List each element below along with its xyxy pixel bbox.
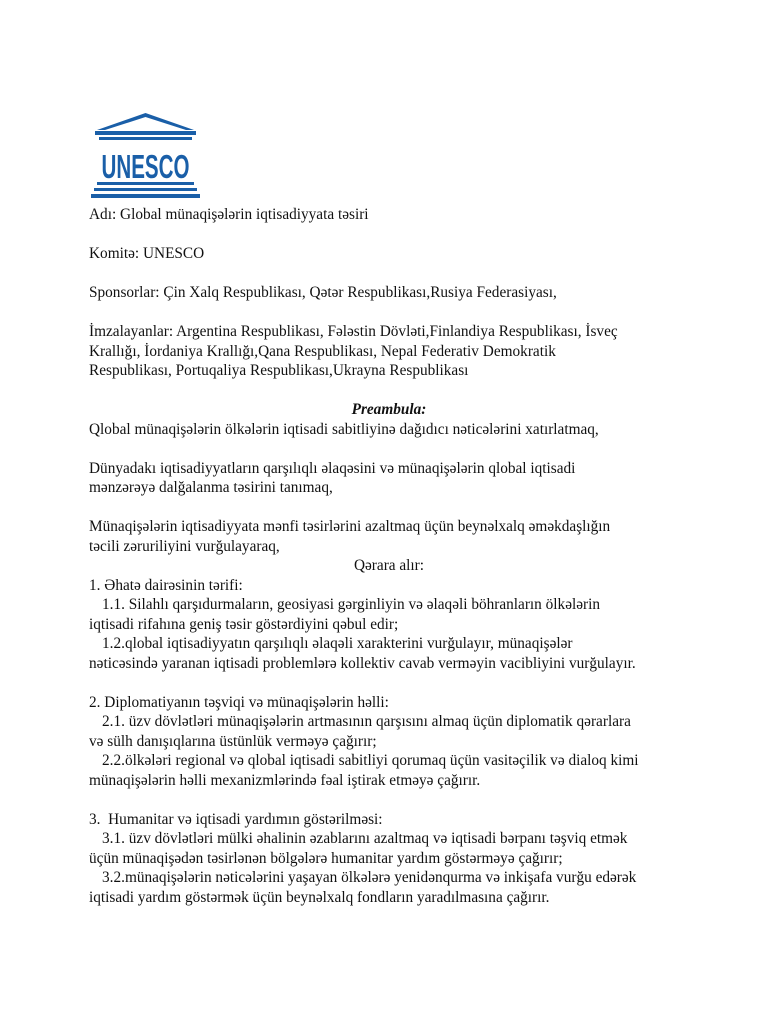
preamble-title: Preambula: — [351, 401, 427, 418]
signatories-line: Respublikası, Portuqaliya Respublikası,Ukrayna Respublikası — [89, 362, 469, 379]
committee-field: Komitə: UNESCO — [89, 245, 205, 262]
operative-clause-line: nəticəsində yaranan iqtisadi problemlərə kollektiv cavab verməyin vacibliyini vurğulayır. — [89, 654, 636, 672]
operative-clause: 1.1. Silahlı qarşıdurmaların, geosiyasi gərginliyin və əlaqəli böhranların ölkələrin — [102, 596, 601, 613]
operative-clause-line: üçün münaqişədən təsirlənən bölgələrə humanitar yardım göstərməyə çağırır; — [89, 849, 563, 867]
preamble-clause: Münaqişələrin iqtisadiyyata mənfi təsirlərini azaltmaq üçün beynəlxalq əməkdaşlığın — [89, 518, 611, 535]
preamble-clause: Dünyadakı iqtisadiyyatların qarşılıqlı əlaqəsini və münaqişələrin qlobal iqtisadi — [89, 459, 576, 477]
resolution-document — [89, 205, 689, 907]
preamble-clause-line: təcili zəruriliyini vurğulayaraq, — [89, 537, 280, 555]
preamble-clause-line: mənzərəyə dalğalanma təsirini tanımaq, — [89, 479, 333, 496]
operative-clause: 2.2.ölkələri regional və qlobal iqtisadi sabitliyi qorumaq üçün vasitəçilik və dialoq kimi — [102, 752, 639, 769]
section-heading: 2. Diplomatiyanın təşviqi və münaqişələrin həlli: — [89, 693, 389, 711]
sponsors-field: Sponsorlar: Çin Xalq Respublikası, Qətər Respublikası,Rusiya Federasiyası, — [89, 284, 557, 301]
preamble-clause: Qlobal münaqişələrin ölkələrin iqtisadi sabitliyinə dağıdıcı nəticələrini xatırlatmaq, — [89, 420, 599, 438]
name-field: Adı: Global münaqişələrin iqtisadiyyata təsiri — [89, 206, 369, 223]
operative-clause: 3.2.münaqişələrin nəticələrini yaşayan ölkələrə yenidənqurma və inkişafa vurğu edərək — [102, 869, 637, 886]
operative-title: Qərara alır: — [353, 557, 425, 574]
operative-clause-line: və sülh danışıqlarına üstünlük verməyə çağırır; — [89, 732, 377, 750]
operative-clause-line: iqtisadi yardım göstərmək üçün beynəlxalq fondların yaradılmasına çağırır. — [89, 888, 550, 906]
section-heading: 1. Əhatə dairəsinin tərifi: — [89, 576, 243, 594]
operative-clause: 1.2.qlobal iqtisadiyyatın qarşılıqlı əlaqəli xarakterini vurğulayır, münaqişələr — [102, 635, 573, 652]
operative-clause: 3.1. üzv dövlətləri mülki əhalinin əzablarını azaltmaq və iqtisadi bərpanı təşviq etmək — [102, 830, 628, 847]
signatories-field: İmzalayanlar: Argentina Respublikası, Fələstin Dövləti,Finlandiya Respublikası, İsveç — [89, 323, 618, 340]
unesco-logo-text: UNESCO — [101, 148, 190, 185]
operative-clause-line: münaqişələrin həlli mexanizmlərində fəal iştirak etməyə çağırır. — [89, 771, 481, 789]
operative-clause-line: iqtisadi rifahına geniş təsir göstərdiyini qəbul edir; — [89, 615, 399, 633]
operative-clause: 2.1. üzv dövlətləri münaqişələrin artmasının qarşısını almaq üçün diplomatik qərarlara — [102, 713, 631, 730]
section-heading: 3. Humanitar və iqtisadi yardımın göstərilməsi: — [89, 810, 383, 828]
unesco-logo — [91, 111, 200, 207]
signatories-line: Krallığı, İordaniya Krallığı,Qana Respublikası, Nepal Federativ Demokratik — [89, 342, 556, 360]
